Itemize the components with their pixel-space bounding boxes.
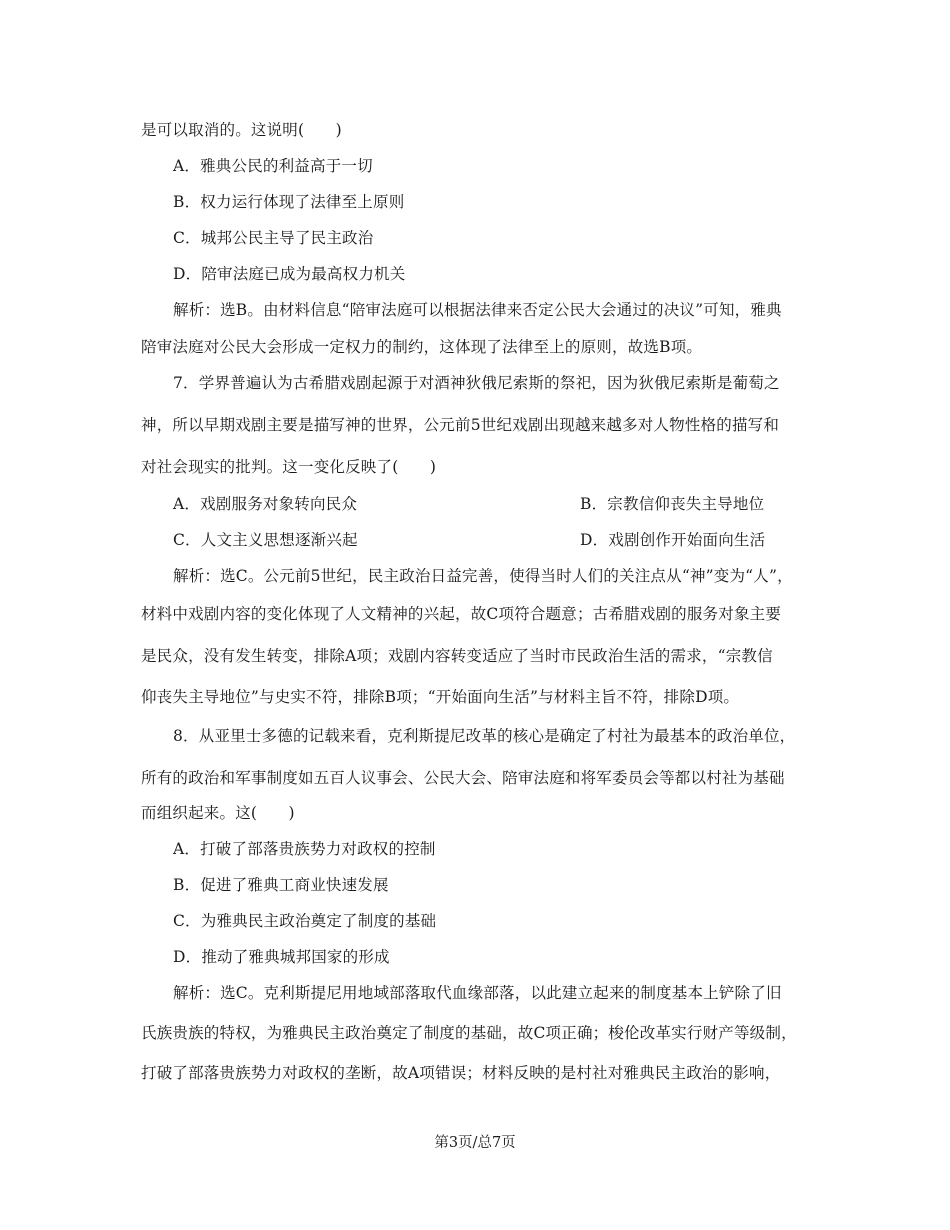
q7-option-d: D．戏剧创作开始面向生活 bbox=[580, 531, 766, 549]
q7-option-a: A．戏剧服务对象转向民众 bbox=[173, 495, 358, 513]
q7-analysis-line-2: 材料中戏剧内容的变化体现了人文精神的兴起，故C项符合题意；古希腊戏剧的服务对象主要 bbox=[141, 605, 782, 623]
q7-stem-line-3: 对社会现实的批判。这一变化反映了( ) bbox=[141, 458, 437, 476]
q8-analysis-line-3: 打破了部落贵族势力对政权的垄断，故A项错误；材料反映的是村社对雅典民主政治的影响， bbox=[141, 1064, 781, 1082]
q8-option-d: D．推动了雅典城邦国家的形成 bbox=[173, 948, 390, 966]
q7-option-c: C．人文主义思想逐渐兴起 bbox=[173, 531, 358, 549]
q8-option-a: A．打破了部落贵族势力对政权的控制 bbox=[173, 840, 436, 858]
q8-option-b: B．促进了雅典工商业快速发展 bbox=[173, 876, 389, 894]
q6-option-d: D．陪审法庭已成为最高权力机关 bbox=[173, 265, 406, 283]
q6-analysis-line-2: 陪审法庭对公民大会形成一定权力的制约，这体现了法律至上的原则，故选B项。 bbox=[141, 338, 703, 356]
q8-option-c: C．为雅典民主政治奠定了制度的基础 bbox=[173, 912, 437, 930]
q6-option-b: B．权力运行体现了法律至上原则 bbox=[173, 193, 405, 211]
q7-analysis-line-4: 仰丧失主导地位”与史实不符，排除B项；“开始面向生活”与材料主旨不符，排除D项。 bbox=[141, 688, 740, 706]
q8-analysis-line-2: 氏族贵族的特权，为雅典民主政治奠定了制度的基础，故C项正确；梭伦改革实行财产等级制， bbox=[141, 1024, 797, 1042]
q8-stem-line-3: 而组织起来。这( ) bbox=[141, 804, 295, 822]
q7-option-b: B．宗教信仰丧失主导地位 bbox=[580, 495, 765, 513]
q6-option-a: A．雅典公民的利益高于一切 bbox=[173, 157, 373, 175]
page-number-footer: 第3页/总7页 bbox=[434, 1135, 516, 1151]
q7-analysis-line-1: 解析：选C。公元前5世纪，民主政治日益完善，使得当时人们的关注点从“神”变为“人”， bbox=[173, 567, 793, 585]
q7-stem-line-2: 神，所以早期戏剧主要是描写神的世界，公元前5世纪戏剧出现越来越多对人物性格的描写和 bbox=[141, 416, 780, 434]
q7-stem-line-1: 7．学界普遍认为古希腊戏剧起源于对酒神狄俄尼索斯的祭祀，因为狄俄尼索斯是葡萄之 bbox=[173, 374, 780, 392]
q8-stem-line-1: 8．从亚里士多德的记载来看，克利斯提尼改革的核心是确定了村社为最基本的政治单位， bbox=[173, 727, 796, 745]
q8-stem-line-2: 所有的政治和军事制度如五百人议事会、公民大会、陪审法庭和将军委员会等都以村社为基础 bbox=[141, 769, 785, 787]
q6-stem-end: 是可以取消的。这说明( ) bbox=[141, 121, 342, 139]
q8-analysis-line-1: 解析：选C。克利斯提尼用地域部落取代血缘部落，以此建立起来的制度基本上铲除了旧 bbox=[173, 984, 782, 1002]
q7-analysis-line-3: 是民众，没有发生转变，排除A项；戏剧内容转变适应了当时市民政治生活的需求，“宗教信 bbox=[141, 647, 773, 665]
q6-option-c: C．城邦公民主导了民主政治 bbox=[173, 229, 374, 247]
q6-analysis-line-1: 解析：选B。由材料信息“陪审法庭可以根据法律来否定公民大会通过的决议”可知，雅典 bbox=[173, 301, 782, 319]
